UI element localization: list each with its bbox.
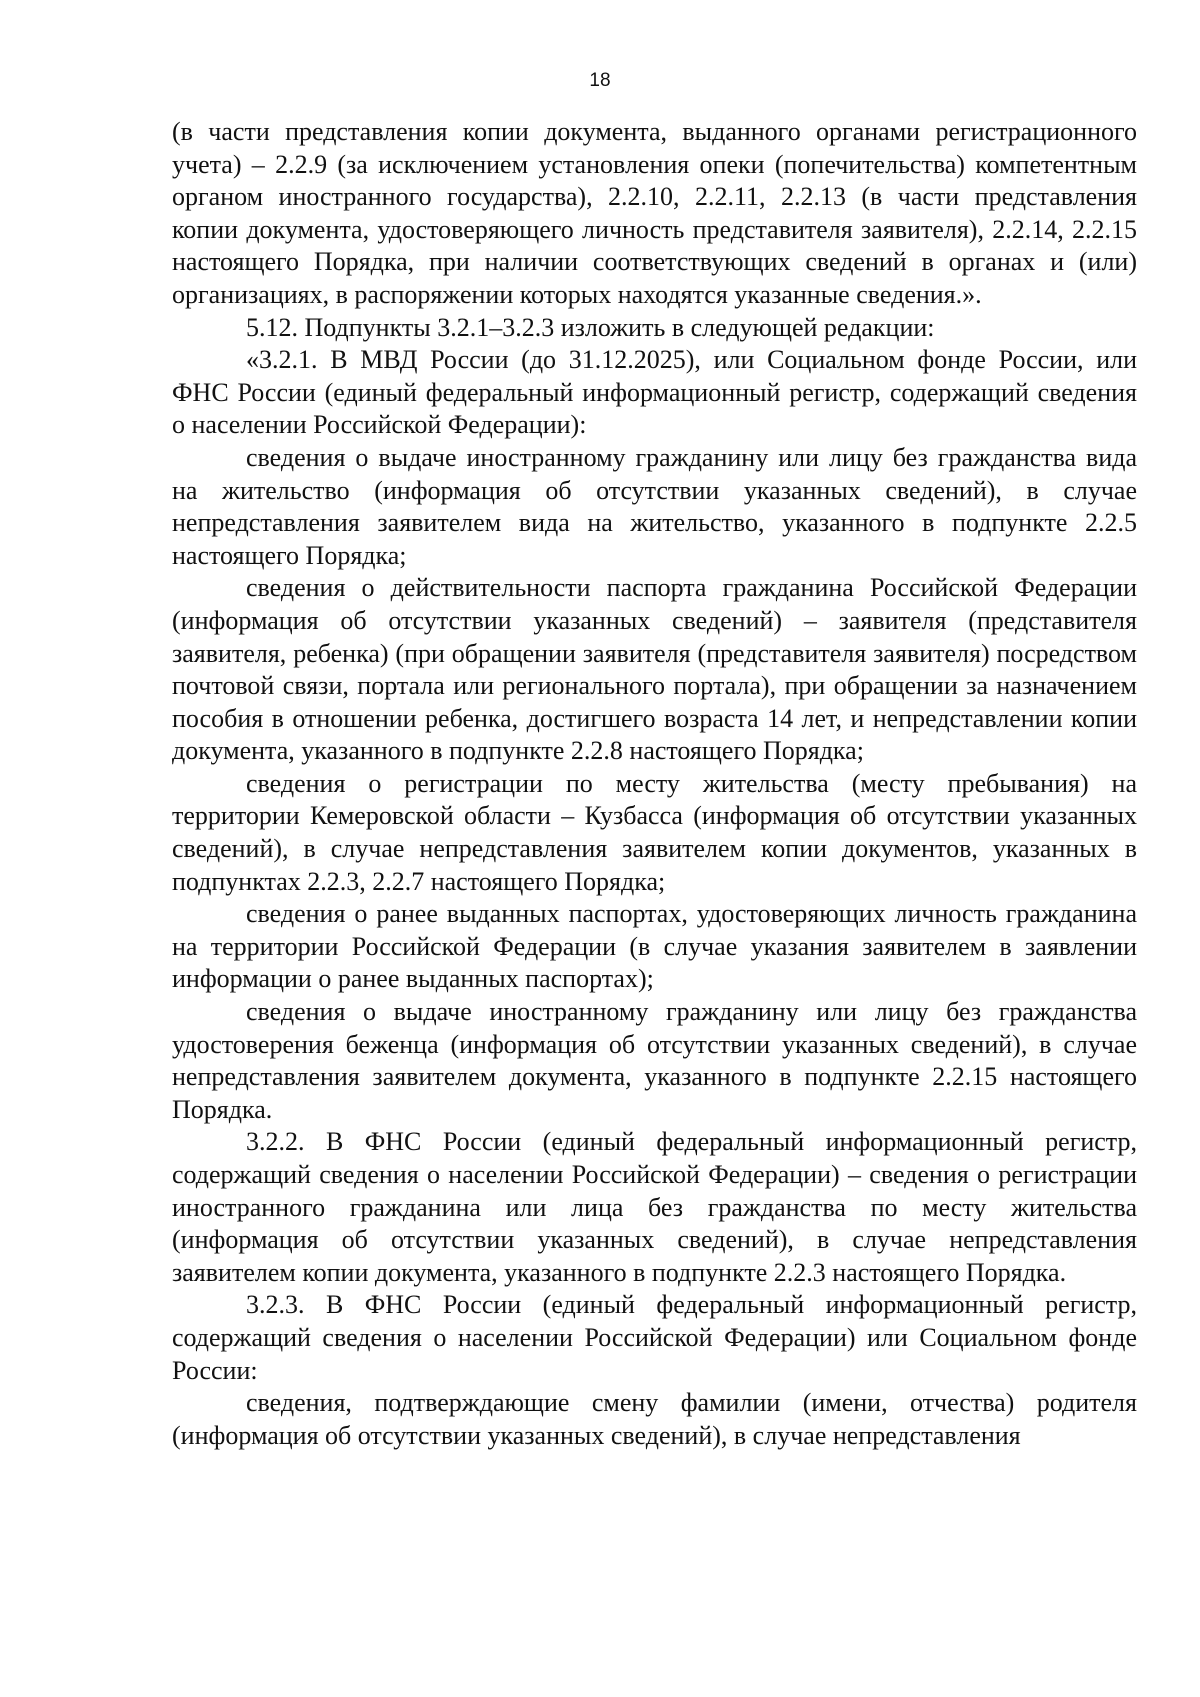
paragraph-registration: сведения о регистрации по месту жительства (месту пребывания) на территории Кемеровской области – Кузбасса (информация об отсутствии указанных сведений), в случае непредставления заявителем копии документов, указанных в подпунктах 2.2.3, 2.2.7 настоящего Порядка; [172,768,1137,896]
page-number: 18 [589,70,611,91]
paragraph-refugee-certificate: сведения о выдаче иностранному гражданину или лицу без гражданства удостоверения беженца (информация об отсутствии указанных сведений), в случае непредставления заявителем документа, указанного в подпункте 2.2.15 настоящего Порядка. [172,997,1137,1124]
paragraph-3-2-1: «3.2.1. В МВД России (до 31.12.2025), или Социальном фонде России, или ФНС России (единый федеральный информационный регистр, содержащий сведения о населении Российской Федерации): [172,345,1137,440]
paragraph-3-2-2: 3.2.2. В ФНС России (единый федеральный информационный регистр, содержащий сведения о населении Российской Федерации) – сведения о регистрации иностранного гражданина или лица без гражданства по месту жительства (информация об отсутствии указанных сведений), в случае непредставления заявителем копии документа, указанного в подпункте 2.2.3 настоящего Порядка. [172,1127,1137,1287]
paragraph-passport-validity: сведения о действительности паспорта гражданина Российской Федерации (информация об отсутствии указанных сведений) – заявителя (представителя заявителя, ребенка) (при обращении заявителя (представителя заявителя) посредством почтовой связи, портала или регионального портала), при обращении за назначением пособия в отношении ребенка, достигшего возраста 14 лет, и непредставлении копии документа, указанного в подпункте 2.2.8 настоящего Порядка; [172,573,1137,766]
paragraph-5-12: 5.12. Подпункты 3.2.1–3.2.3 изложить в следующей редакции: [246,312,935,342]
paragraph-3-2-3: 3.2.3. В ФНС России (единый федеральный информационный регистр, содержащий сведения о населении Российской Федерации) или Социальном фонде России: [172,1290,1137,1385]
document-body [172,116,1137,1452]
paragraph-previous-passports: сведения о ранее выданных паспортах, удостоверяющих личность гражданина на территории Российской Федерации (в случае указания заявителем в заявлении информации о ранее выданных паспортах); [172,899,1137,994]
paragraph-residence-permit: сведения о выдаче иностранному гражданину или лицу без гражданства вида на жительство (информация об отсутствии указанных сведений), в случае непредставления заявителем вида на жительство, указанного в подпункте 2.2.5 настоящего Порядка; [172,442,1137,570]
paragraph-name-change: сведения, подтверждающие смену фамилии (имени, отчества) родителя (информация об отсутствии указанных сведений), в случае непредставления [172,1388,1137,1450]
paragraph-continuation: (в части представления копии документа, выданного органами регистрационного учета) – 2.2.9 (за исключением установления опеки (попечительства) компетентным органом иностранного государства), 2.2.10, 2.2.11, 2.2.13 (в части представления копии документа, удостоверяющего личность представителя заявителя), 2.2.14, 2.2.15 настоящего Порядка, при наличии соответствующих сведений в органах и (или) организациях, в распоряжении которых находятся указанные сведения.». [172,117,1137,309]
